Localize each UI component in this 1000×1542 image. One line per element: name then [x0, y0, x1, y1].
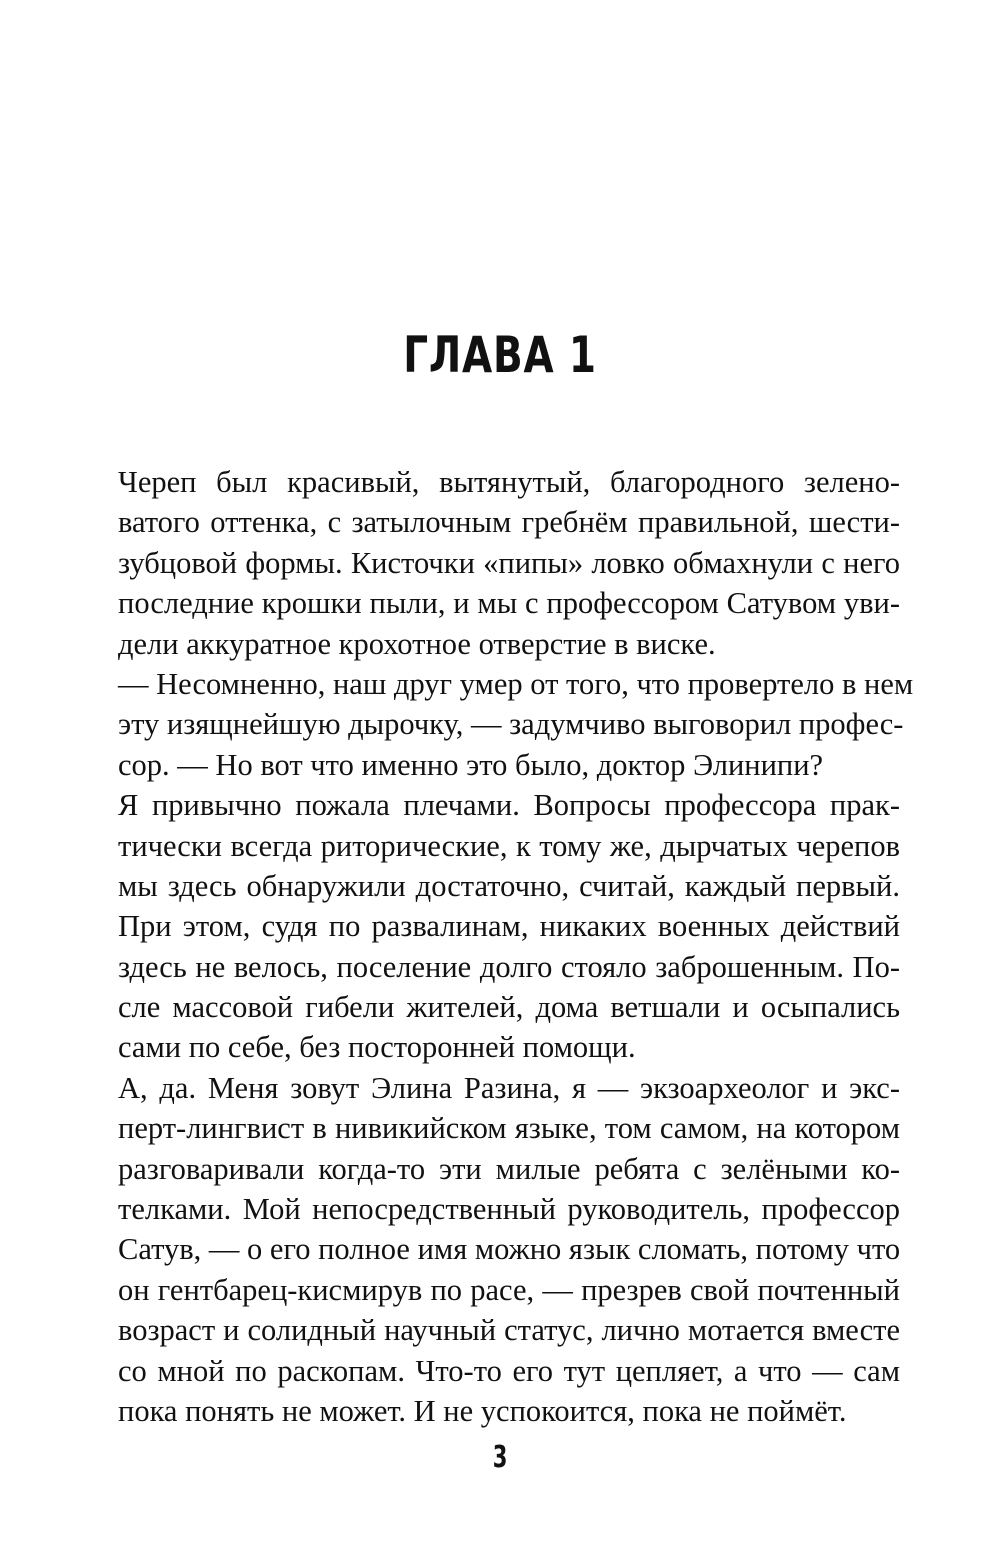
- text-line: возраст и солидный научный статус, лично мотается вместе: [118, 1313, 900, 1348]
- text-line: дели аккуратное крохотное отверстие в виске.: [118, 626, 716, 661]
- text-line: тически всегда риторические, к тому же, дырчатых черепов: [118, 828, 900, 863]
- text-line: сор. — Но вот что именно это было, доктор Элинипи?: [118, 747, 824, 782]
- text-line: сами по себе, без посторонней помощи.: [118, 1030, 636, 1065]
- text-line: последние крошки пыли, и мы с профессором Сатувом уви-: [118, 586, 900, 621]
- text-line: перт-лингвист в нивикийском языке, том самом, на котором: [118, 1111, 900, 1146]
- text-line: мы здесь обнаружили достаточно, считай, каждый первый.: [118, 868, 900, 903]
- text-line: со мной по раскопам. Что-то его тут цепляет, а что — сам: [118, 1353, 900, 1388]
- text-line: При этом, судя по развалинам, никаких военных действий: [118, 909, 900, 944]
- text-line: зубцовой формы. Кисточки «пипы» ловко обмахнули с него: [118, 545, 900, 580]
- page-number: 3: [492, 1440, 508, 1475]
- chapter-title: ГЛАВА 1: [403, 326, 597, 384]
- text-line: телками. Мой непосредственный руководитель, профессор: [118, 1192, 900, 1227]
- body-text: [118, 462, 914, 1431]
- text-line: сле массовой гибели жителей, дома ветшали и осыпались: [118, 990, 900, 1025]
- text-line: он гентбарец-кисмирув по расе, — презрев свой почтенный: [118, 1272, 900, 1307]
- text-line: пока понять не может. И не успокоится, пока не поймёт.: [118, 1393, 847, 1428]
- text-line: Сатув, — о его полное имя можно язык сломать, потому что: [118, 1232, 901, 1267]
- text-line: Череп был красивый, вытянутый, благородного зелено-: [118, 465, 900, 499]
- text-line: здесь не велось, поселение долго стояло заброшенным. По-: [118, 949, 900, 984]
- text-line: — Несомненно, наш друг умер от того, что провертело в нем: [118, 666, 914, 701]
- text-line: эту изящнейшую дырочку, — задумчиво выговорил профес-: [118, 707, 904, 742]
- text-line: разговаривали когда-то эти милые ребята с зелёными ко-: [118, 1151, 900, 1186]
- text-line: А, да. Меня зовут Элина Разина, я — экзоархеолог и экс-: [118, 1070, 900, 1105]
- text-line: ватого оттенка, с затылочным гребнём правильной, шести-: [118, 505, 900, 540]
- text-line: Я привычно пожала плечами. Вопросы профессора прак-: [118, 788, 900, 823]
